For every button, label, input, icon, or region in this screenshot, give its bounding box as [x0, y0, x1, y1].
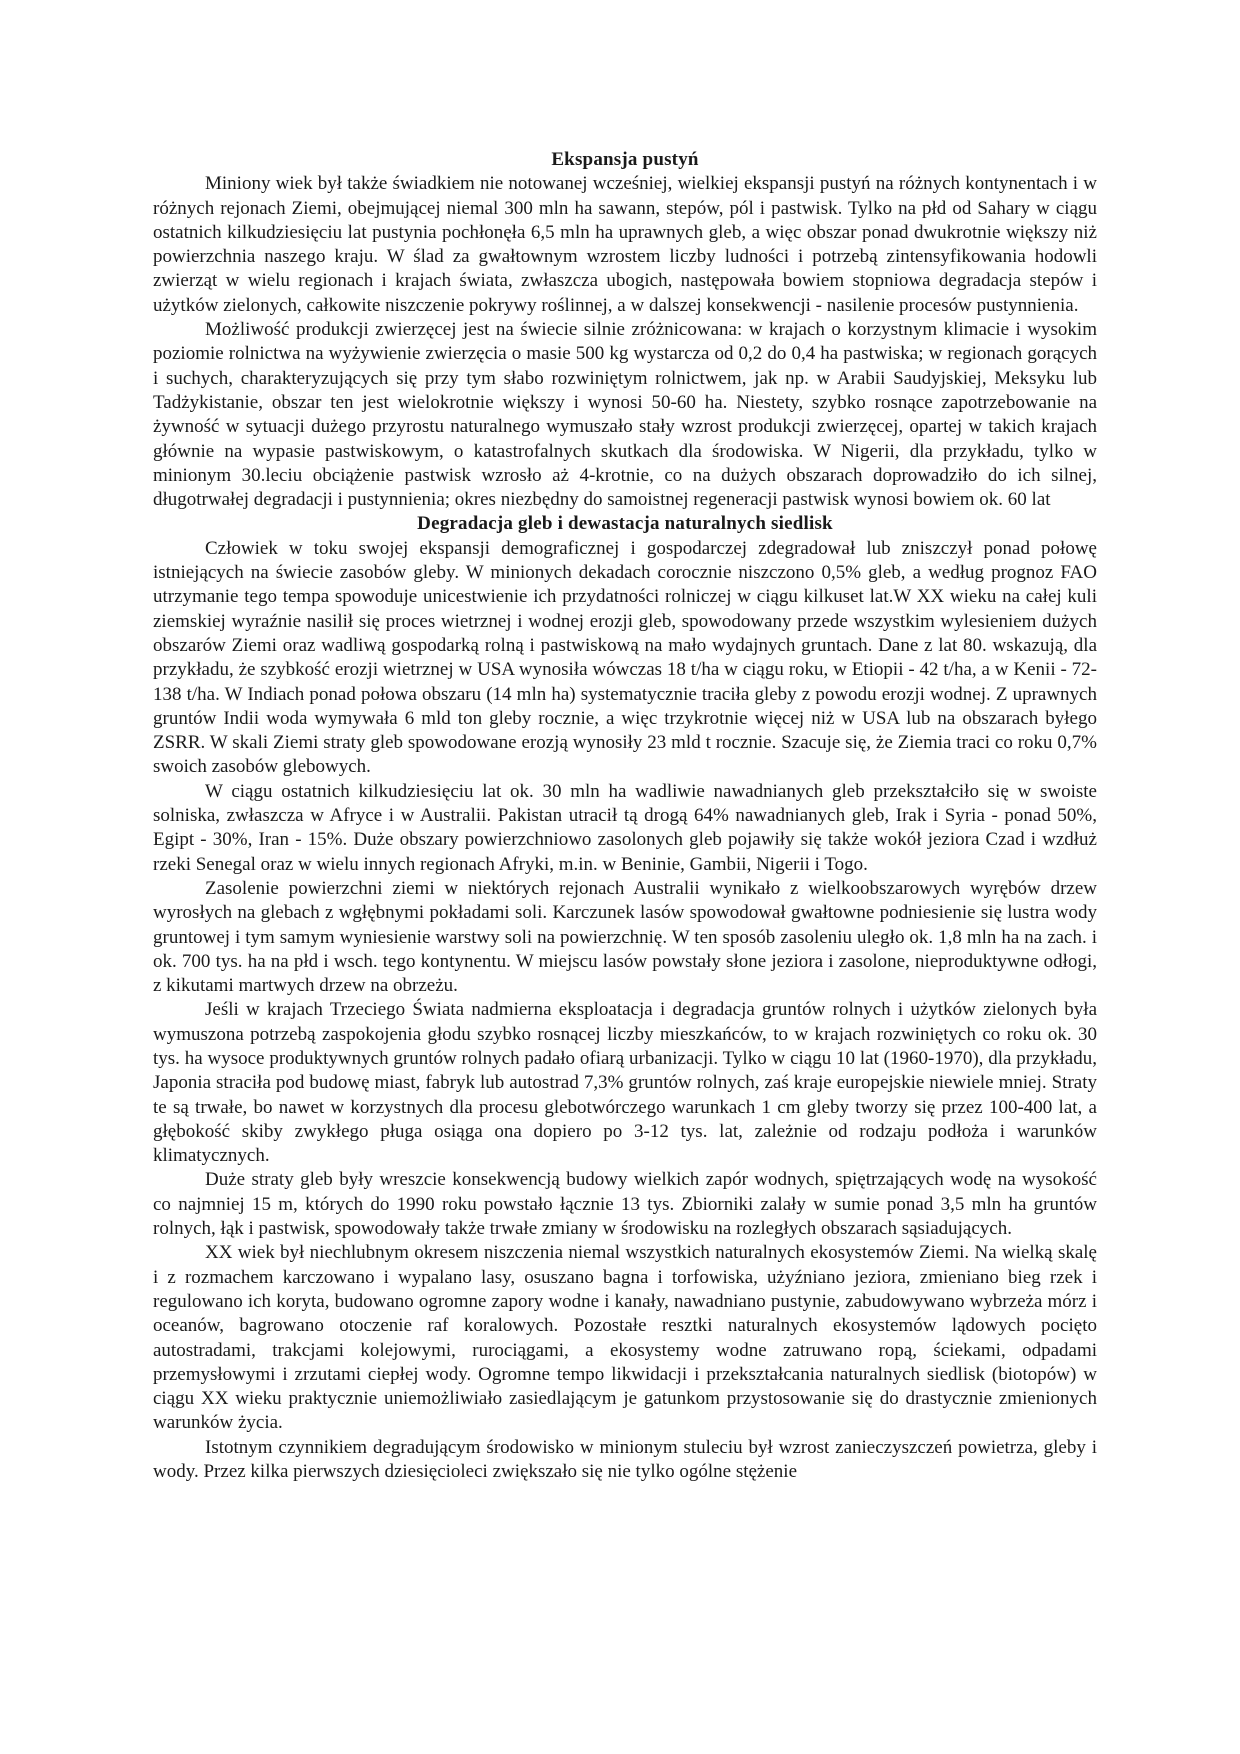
- paragraph: Duże straty gleb były wreszcie konsekwencją budowy wielkich zapór wodnych, spiętrzających wodę na wysokość co najmniej 15 m, których do 1990 roku powstało łącznie 13 tys. Zbiorniki zalały w sumie ponad 3,5 mln ha gruntów rolnych, łąk i pastwisk, spowodowały także trwałe zmiany w środowisku na rozległych obszarach sąsiadujących.: [153, 1169, 1097, 1240]
- paragraph: Możliwość produkcji zwierzęcej jest na świecie silnie zróżnicowana: w krajach o korzystnym klimacie i wysokim poziomie rolnictwa na wyżywienie zwierzęcia o masie 500 kg wystarcza od 0,2 do 0,4 ha pastwiska; w regionach gorących i suchych, charakteryzujących się przy tym słabo rozwiniętym rolnictwem, jak np. w Arabii Saudyjskiej, Meksyku lub Tadżykistanie, obszar ten jest wielokrotnie większy i wynosi 50-60 ha. Niestety, szybko rosnące zapotrzebowanie na żywność w sytuacji dużego przyrostu naturalnego wymuszało stały wzrost produkcji zwierzęcej, opartej w takich krajach głównie na wypasie pastwiskowym, o katastrofalnych skutkach dla środowiska. W Nigerii, dla przykładu, tylko w minionym 30.leciu obciążenie pastwisk wzrosło aż 4-krotnie, co na dużych obszarach doprowadziło do ich silnej, długotrwałej degradacji i pustynnienia; okres niezbędny do samoistnej regeneracji pastwisk wynosi bowiem ok. 60 lat: [153, 319, 1097, 511]
- paragraph: Istotnym czynnikiem degradującym środowisko w minionym stuleciu był wzrost zanieczyszczeń powietrza, gleby i wody. Przez kilka pierwszych dziesięcioleci zwiększało się nie tylko ogólne stężenie: [153, 1436, 1097, 1483]
- document-page: [153, 148, 1097, 1484]
- paragraph: XX wiek był niechlubnym okresem niszczenia niemal wszystkich naturalnych ekosystemów Ziemi. Na wielką skalę i z rozmachem karczowano i wypalano lasy, osuszano bagna i torfowiska, użyźniano jeziora, zmieniano bieg rzek i regulowano ich koryta, budowano ogromne zapory wodne i kanały, nawadniano pustynie, zabudowywano wybrzeża mórz i oceanów, bagrowano otoczenie raf koralowych. Pozostałe resztki naturalnych ekosystemów lądowych pocięto autostradami, trakcjami kolejowymi, rurociągami, a ekosystemy wodne zatruwano ropą, ściekami, odpadami przemysłowymi i zrzutami ciepłej wody. Ogromne tempo likwidacji i przekształcania naturalnych siedlisk (biotopów) w ciągu XX wieku praktycznie uniemożliwiało zasiedlającym je gatunkom przystosowanie się do drastycznie zmienionych warunków życia.: [153, 1242, 1097, 1434]
- paragraph: Człowiek w toku swojej ekspansji demograficznej i gospodarczej zdegradował lub zniszczył ponad połowę istniejących na świecie zasobów gleby. W minionych dekadach corocznie niszczono 0,5% gleb, a według prognoz FAO utrzymanie tego tempa spowoduje unicestwienie ich przydatności rolniczej w ciągu kilkuset lat.W XX wieku na całej kuli ziemskiej wyraźnie nasilił się proces wietrznej i wodnej erozji gleb, spowodowany przede wszystkim wylesieniem dużych obszarów Ziemi oraz wadliwą gospodarką rolną i pastwiskową na mało wydajnych gruntach. Dane z lat 80. wskazują, dla przykładu, że szybkość erozji wietrznej w USA wynosiła wówczas 18 t/ha w ciągu roku, w Etiopii - 42 t/ha, a w Kenii - 72-138 t/ha. W Indiach ponad połowa obszaru (14 mln ha) systematycznie traciła gleby z powodu erozji wodnej. Z uprawnych gruntów Indii woda wymywała 6 mld ton gleby rocznie, a więc trzykrotnie więcej niż w USA lub na obszarach byłego ZSRR. W skali Ziemi straty gleb spowodowane erozją wynosiły 23 mld t rocznie. Szacuje się, że Ziemia traci co roku 0,7% swoich zasobów glebowych.: [153, 537, 1097, 778]
- paragraph: Jeśli w krajach Trzeciego Świata nadmierna eksploatacja i degradacja gruntów rolnych i użytków zielonych była wymuszona potrzebą zaspokojenia głodu szybko rosnącej liczby mieszkańców, to w krajach rozwiniętych co roku ok. 30 tys. ha wysoce produktywnych gruntów rolnych padało ofiarą urbanizacji. Tylko w ciągu 10 lat (1960-1970), dla przykładu, Japonia straciła pod budowę miast, fabryk lub autostrad 7,3% gruntów rolnych, zaś kraje europejskie niewiele mniej. Straty te są trwałe, bo nawet w korzystnych dla procesu glebotwórczego warunkach 1 cm gleby tworzy się przez 100-400 lat, a głębokość skiby zwykłego pługa osiąga ona dopiero po 3-12 tys. lat, zależnie od rodzaju podłoża i warunków klimatycznych.: [153, 999, 1097, 1167]
- section-heading-desert-expansion: Ekspansja pustyń: [551, 149, 699, 170]
- paragraph: W ciągu ostatnich kilkudziesięciu lat ok. 30 mln ha wadliwie nawadnianych gleb przekształciło się w swoiste solniska, zwłaszcza w Afryce i w Australii. Pakistan utracił tą drogą 64% nawadnianych gleb, Irak i Syria - ponad 50%, Egipt - 30%, Iran - 15%. Duże obszary powierzchniowo zasolonych gleb pojawiły się także wokół jeziora Czad i wzdłuż rzeki Senegal oraz w wielu innych regionach Afryki, m.in. w Beninie, Gambii, Nigerii i Togo.: [153, 780, 1097, 875]
- paragraph: Zasolenie powierzchni ziemi w niektórych rejonach Australii wynikało z wielkoobszarowych wyrębów drzew wyrosłych na glebach z wgłębnymi pokładami soli. Karczunek lasów spowodował gwałtowne podniesienie się lustra wody gruntowej i tym samym wyniesienie warstwy soli na powierzchnię. W ten sposób zasoleniu uległo ok. 1,8 mln ha na zach. i ok. 700 tys. ha na płd i wsch. tego kontynentu. W miejscu lasów powstały słone jeziora i zasolone, nieproduktywne odłogi, z kikutami martwych drzew na obrzeżu.: [153, 877, 1097, 997]
- paragraph: Miniony wiek był także świadkiem nie notowanej wcześniej, wielkiej ekspansji pustyń na różnych kontynentach i w różnych rejonach Ziemi, obejmującej niemal 300 mln ha sawann, stepów, pól i pastwisk. Tylko na płd od Sahary w ciągu ostatnich kilkudziesięciu lat pustynia pochłonęła 6,5 mln ha uprawnych gleb, a więc obszar ponad dwukrotnie większy niż powierzchnia naszego kraju. W ślad za gwałtownym wzrostem liczby ludności i potrzebą zintensyfikowania hodowli zwierząt w wielu regionach i krajach świata, zwłaszcza ubogich, następowała bowiem stopniowa degradacja stepów i użytków zielonych, całkowite niszczenie pokrywy roślinnej, a w dalszej konsekwencji - nasilenie procesów pustynnienia.: [153, 173, 1097, 316]
- section-heading-soil-degradation: Degradacja gleb i dewastacja naturalnych siedlisk: [417, 513, 833, 535]
